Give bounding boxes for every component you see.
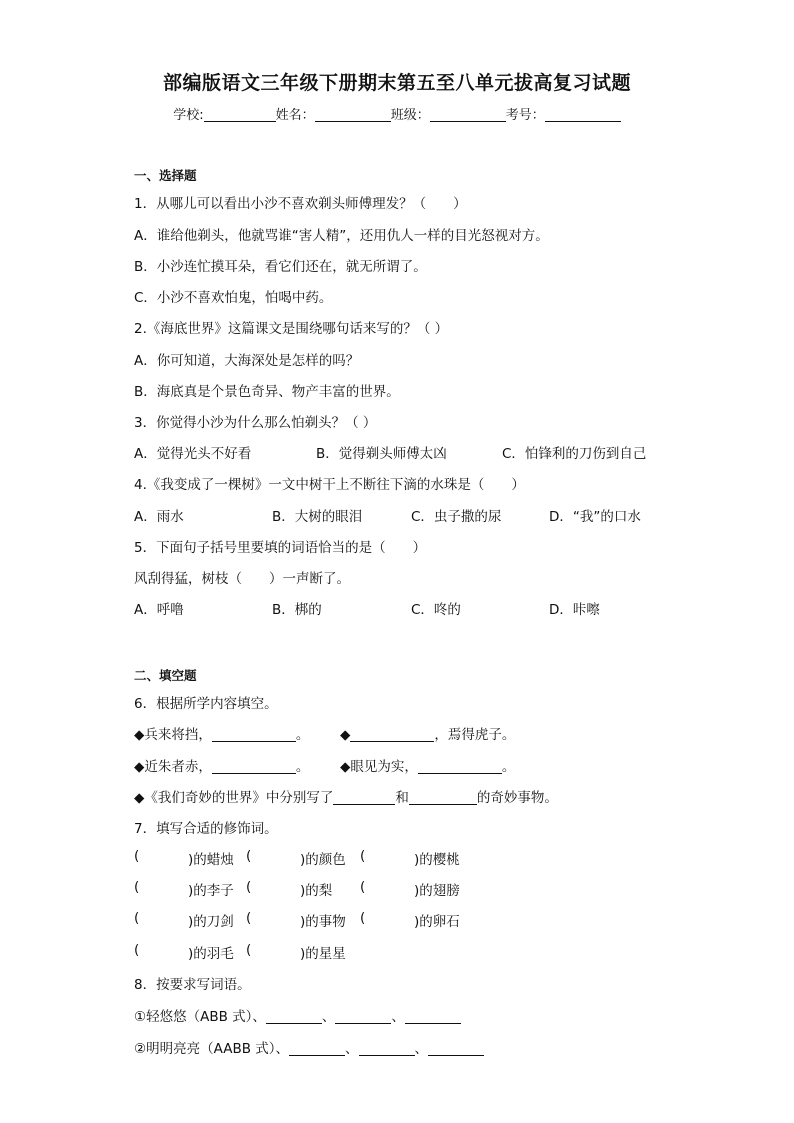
question-6-item-3: ◆近朱者赤， 。 — [134, 759, 310, 775]
section-heading-fill: 二、填空题 — [134, 668, 197, 683]
number-field[interactable] — [545, 107, 621, 122]
q7-word: )的蜡烛 — [188, 852, 234, 868]
paren-blank[interactable]: ( — [360, 879, 366, 895]
blank-field[interactable] — [212, 759, 296, 774]
paren-blank[interactable]: ( — [360, 910, 366, 926]
paren-blank[interactable]: ( — [360, 848, 366, 864]
blank-field[interactable] — [333, 790, 395, 805]
paren-blank[interactable]: ( — [246, 848, 252, 864]
question-4-stem: 4.《我变成了一棵树》一文中树干上不断往下滴的水珠是（ ） — [134, 477, 525, 493]
question-5-option-d[interactable]: D．咔嚓 — [549, 602, 600, 618]
question-7-stem: 7．填写合适的修饰词。 — [134, 821, 278, 837]
student-info-line — [0, 104, 794, 123]
name-field[interactable] — [315, 107, 391, 122]
blank-field[interactable] — [405, 1009, 461, 1024]
question-6-item-4: ◆眼见为实， 。 — [340, 759, 516, 775]
section-heading-choice: 一、选择题 — [134, 168, 197, 183]
q7-word: )的卵石 — [414, 914, 460, 930]
class-field[interactable] — [430, 107, 506, 122]
question-2-option-a[interactable]: A．你可知道，大海深处是怎样的吗？ — [134, 353, 360, 369]
question-8-item-2: ②明明亮亮（AABB 式）、 、 、 — [134, 1037, 484, 1057]
question-6-item-5: ◆《我们奇妙的世界》中分别写了 和 的奇妙事物。 — [134, 790, 558, 806]
blank-field[interactable] — [266, 1009, 322, 1024]
blank-field[interactable] — [418, 759, 502, 774]
question-3-option-b[interactable]: B．觉得剃头师傅太凶 — [316, 446, 447, 462]
question-5-option-a[interactable]: A．呼噜 — [134, 602, 184, 618]
question-5-option-c[interactable]: C．咚的 — [411, 602, 461, 618]
question-2-stem: 2.《海底世界》这篇课文是围绕哪句话来写的？（ ） — [134, 321, 449, 337]
q7-word: )的李子 — [188, 883, 234, 899]
question-6-stem: 6．根据所学内容填空。 — [134, 696, 278, 712]
question-4-option-a[interactable]: A．雨水 — [134, 509, 184, 525]
question-5-sentence: 风刮得猛，树枝（ ）一声断了。 — [134, 571, 350, 587]
question-8-item-1: ①轻悠悠（ABB 式）、 、 、 — [134, 1005, 461, 1025]
question-1-option-b[interactable]: B．小沙连忙摸耳朵，看它们还在，就无所谓了。 — [134, 259, 427, 275]
blank-field[interactable] — [350, 727, 434, 742]
number-label: 考号： — [505, 108, 545, 123]
q7-word: )的颜色 — [300, 852, 346, 868]
q7-word: )的事物 — [300, 914, 346, 930]
question-3-option-a[interactable]: A．觉得光头不好看 — [134, 446, 252, 462]
q7-word: )的樱桃 — [414, 852, 460, 868]
paren-blank[interactable]: ( — [134, 910, 140, 926]
question-4-option-b[interactable]: B．大树的眼泪 — [272, 509, 363, 525]
q7-word: )的梨 — [300, 883, 333, 899]
blank-field[interactable] — [335, 1009, 391, 1024]
question-1-stem: 1．从哪儿可以看出小沙不喜欢剃头师傅理发？（ ） — [134, 196, 467, 212]
blank-field[interactable] — [289, 1041, 345, 1056]
q7-word: )的星星 — [300, 946, 346, 962]
question-3-option-c[interactable]: C．怕锋利的刀伤到自己 — [502, 446, 647, 462]
paren-blank[interactable]: ( — [246, 910, 252, 926]
question-6-item-2: ◆ ，焉得虎子。 — [340, 727, 516, 743]
q7-word: )的刀剑 — [188, 914, 234, 930]
blank-field[interactable] — [212, 727, 296, 742]
blank-field[interactable] — [428, 1041, 484, 1056]
class-label: 班级： — [390, 108, 430, 123]
paren-blank[interactable]: ( — [134, 879, 140, 895]
q7-word: )的翅膀 — [414, 883, 460, 899]
question-5-stem: 5．下面句子括号里要填的词语恰当的是（ ） — [134, 540, 427, 556]
paren-blank[interactable]: ( — [134, 848, 140, 864]
question-4-option-c[interactable]: C．虫子撒的尿 — [411, 509, 502, 525]
school-label: 学校: — [173, 108, 204, 123]
blank-field[interactable] — [409, 790, 477, 805]
question-8-stem: 8．按要求写词语。 — [134, 977, 251, 993]
question-1-option-a[interactable]: A．谁给他剃头，他就骂谁“害人精”，还用仇人一样的目光怒视对方。 — [134, 228, 549, 244]
question-2-option-b[interactable]: B．海底真是个景色奇异、物产丰富的世界。 — [134, 384, 400, 400]
question-6-item-1: ◆兵来将挡， 。 — [134, 727, 310, 743]
paren-blank[interactable]: ( — [134, 942, 140, 958]
school-field[interactable] — [204, 107, 276, 122]
question-5-option-b[interactable]: B．梆的 — [272, 602, 322, 618]
paren-blank[interactable]: ( — [246, 879, 252, 895]
question-4-option-d[interactable]: D．“我”的口水 — [549, 509, 641, 525]
question-1-option-c[interactable]: C．小沙不喜欢怕鬼，怕喝中药。 — [134, 290, 333, 306]
q7-word: )的羽毛 — [188, 946, 234, 962]
question-3-stem: 3．你觉得小沙为什么那么怕剃头？（ ） — [134, 415, 377, 431]
page-title: 部编版语文三年级下册期末第五至八单元拔高复习试题 — [162, 72, 631, 94]
name-label: 姓名： — [275, 108, 315, 123]
blank-field[interactable] — [359, 1041, 415, 1056]
paren-blank[interactable]: ( — [246, 942, 252, 958]
